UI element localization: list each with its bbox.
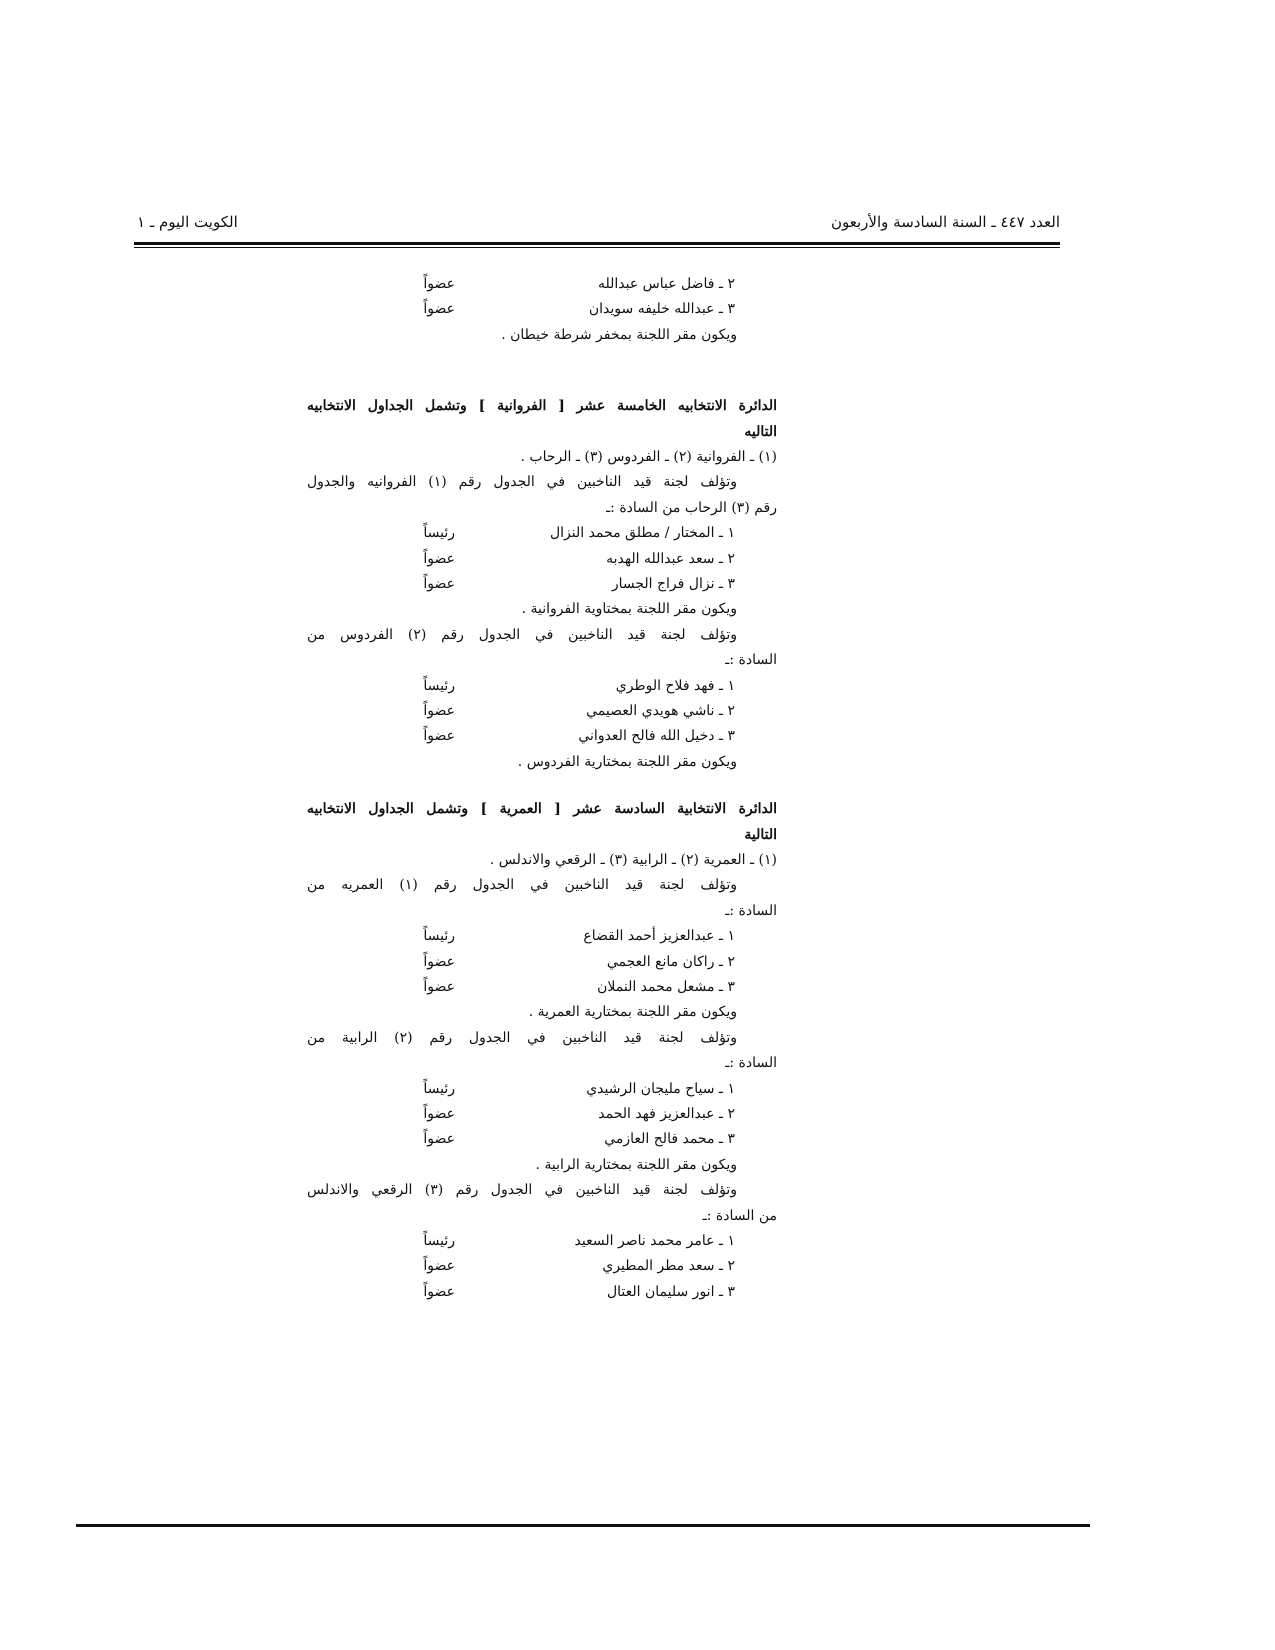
member-row [307, 1102, 777, 1127]
committee-intro-cont: من السادة :ـ [702, 1207, 777, 1224]
member-role: عضواً [423, 1106, 455, 1122]
header-rule [134, 242, 1060, 248]
member-role: عضواً [423, 550, 455, 567]
member-name: ١ ـ عامر محمد ناصر السعيد [574, 1233, 735, 1249]
district-tables: (١) ـ العمرية (٢) ـ الرابية (٣) ـ الرقعي والاندلس . [489, 852, 777, 868]
member-row [307, 521, 777, 546]
member-name: ٣ ـ نزال فراج الجسار [611, 576, 735, 592]
committee-intro-cont: السادة :ـ [725, 902, 777, 919]
member-row [307, 924, 777, 949]
district-heading-cont: التالية [744, 826, 777, 843]
member-name: ٢ ـ راكان مانع العجمي [606, 953, 735, 970]
member-name: ٣ ـ انور سليمان العتال [606, 1283, 735, 1300]
member-name: ٢ ـ عبدالعزيز فهد الحمد [598, 1106, 735, 1122]
member-row [307, 1254, 777, 1279]
district-heading-cont: التاليه [744, 423, 777, 440]
member-role: عضواً [423, 301, 455, 318]
committee-hq: ويكون مقر اللجنة بمختارية الرابية . [535, 1156, 737, 1173]
member-name: ٣ ـ محمد فالح العازمي [604, 1131, 735, 1148]
member-name: ١ ـ المختار / مطلق محمد النزال [549, 525, 735, 542]
member-row [307, 1127, 777, 1152]
district-tables: (١) ـ الفروانية (٢) ـ الفردوس (٣) ـ الرحاب . [520, 449, 777, 465]
committee-intro: وتؤلف لجنة قيد الناخبين في الجدول رقم (١) العمريه من [307, 877, 737, 894]
member-name: ٢ ـ فاضل عباس عبدالله [597, 276, 735, 292]
committee-intro: وتؤلف لجنة قيد الناخبين في الجدول رقم (٢) الفردوس من [307, 626, 737, 643]
member-row [307, 950, 777, 975]
member-name: ١ ـ سياح مليجان الرشيدي [586, 1080, 735, 1097]
member-row [307, 297, 777, 322]
committee-intro-cont: السادة :ـ [725, 652, 777, 669]
member-name: ١ ـ فهد فلاح الوطري [615, 677, 735, 694]
footer-rule [76, 1524, 1090, 1527]
member-row [307, 1229, 777, 1254]
member-row [307, 975, 777, 1000]
member-row [307, 572, 777, 597]
district-heading: الدائرة الانتخابية السادسة عشر [ العمرية ] وتشمل الجداول الانتخابيه [307, 801, 777, 818]
member-name: ٣ ـ دخيل الله فالح العدواني [578, 728, 735, 745]
committee-intro-cont: رقم (٣) الرحاب من السادة :ـ [606, 499, 777, 516]
member-role: عضواً [423, 979, 455, 995]
publication-header: الكويت اليوم ـ ١ [137, 213, 238, 231]
committee-hq: ويكون مقر اللجنة بمخفر شرطة خيطان . [501, 326, 737, 343]
committee-intro: وتؤلف لجنة قيد الناخبين في الجدول رقم (٢) الرابية من [307, 1029, 737, 1046]
member-role: عضواً [423, 1131, 455, 1148]
member-name: ٢ ـ سعد عبدالله الهدبه [606, 550, 735, 567]
member-role: رئيساً [423, 677, 455, 694]
committee-hq: ويكون مقر اللجنة بمختارية العمرية . [528, 1004, 737, 1021]
member-row [307, 547, 777, 572]
member-row [307, 699, 777, 724]
member-role: عضواً [423, 276, 455, 292]
member-role: رئيساً [423, 928, 455, 945]
member-role: عضواً [423, 728, 455, 745]
member-row [307, 1077, 777, 1102]
member-row [307, 724, 777, 749]
document-body [307, 272, 777, 1305]
member-row [307, 272, 777, 297]
member-role: رئيساً [423, 1080, 455, 1097]
member-role: رئيساً [423, 525, 455, 542]
committee-intro: وتؤلف لجنة قيد الناخبين في الجدول رقم (١) الفروانيه والجدول [307, 474, 738, 491]
member-row [307, 674, 777, 699]
member-role: عضواً [423, 953, 455, 970]
committee-hq: ويكون مقر اللجنة بمختاوية الفروانية . [521, 601, 737, 618]
issue-header: العدد ٤٤٧ ـ السنة السادسة والأربعون [831, 213, 1060, 231]
committee-intro: وتؤلف لجنة قيد الناخبين في الجدول رقم (٣) الرقعي والاندلس [307, 1182, 737, 1199]
member-row [307, 1280, 777, 1305]
member-name: ١ ـ عبدالعزيز أحمد القضاع [583, 928, 735, 945]
member-name: ٢ ـ ناشي هويدي العصيمي [586, 703, 735, 719]
district-heading: الدائرة الانتخابيه الخامسة عشر [ الفروانية ] وتشمل الجداول الانتخابيه [307, 398, 777, 415]
member-name: ٣ ـ مشعل محمد النملان [597, 979, 735, 995]
member-role: رئيساً [423, 1233, 455, 1249]
member-role: عضواً [423, 1258, 455, 1275]
member-role: عضواً [423, 576, 455, 592]
member-role: عضواً [423, 703, 455, 719]
committee-intro-cont: السادة :ـ [725, 1055, 777, 1072]
committee-hq: ويكون مقر اللجنة بمختارية الفردوس . [517, 753, 737, 770]
member-name: ٢ ـ سعد مطر المطيري [602, 1258, 735, 1275]
member-role: عضواً [423, 1283, 455, 1300]
member-name: ٣ ـ عبدالله خليفه سويدان [588, 301, 735, 318]
